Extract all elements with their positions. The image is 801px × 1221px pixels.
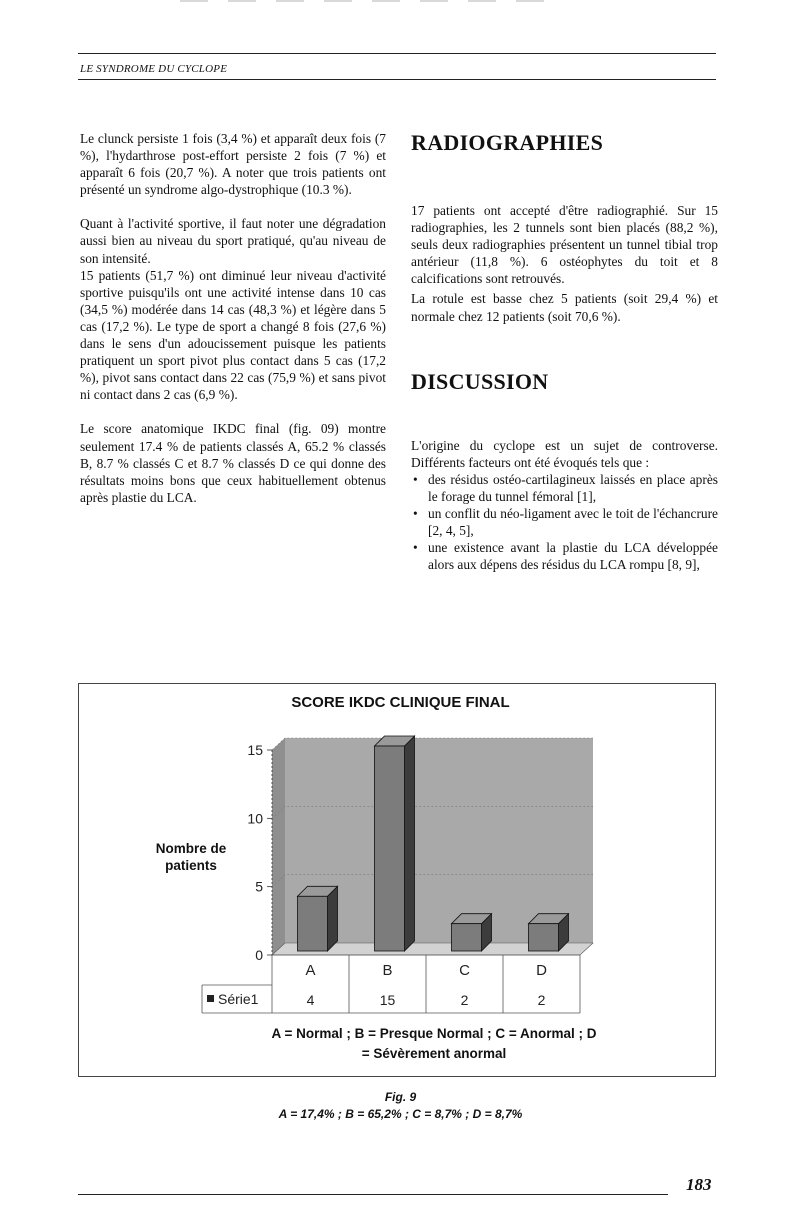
paragraph-rotule: La rotule est basse chez 5 patients (soit 29,4 %) et normale chez 12 patients (soit 70,6 %). — [411, 291, 718, 324]
bar — [452, 924, 482, 951]
paragraph-ikdc-score: Le score anatomique IKDC final (fig. 09) montre seulement 17.4 % de patients classés A, 65.2 % classés B, 8.7 % classés C et 8.7 % classés D ce qui donne des résultats moins bons que ceux habituellement obtenus après plastie du LCA. — [80, 421, 386, 505]
header-rule-bottom — [78, 79, 716, 80]
radiographies-heading: RADIOGRAPHIES — [411, 130, 604, 155]
discussion-heading: DISCUSSION — [411, 368, 549, 394]
top-decoration — [180, 0, 600, 4]
x-tick-label: A — [305, 962, 316, 979]
right-column — [411, 130, 718, 573]
discussion-list — [411, 471, 718, 574]
bar — [529, 924, 559, 951]
y-tick-label: 0 — [255, 947, 263, 963]
x-tick-label: C — [459, 962, 470, 979]
bar — [298, 896, 328, 951]
left-column — [80, 130, 386, 506]
x-tick-label: D — [536, 962, 547, 979]
y-tick-label: 15 — [247, 742, 263, 758]
x-tick-label: B — [382, 962, 393, 979]
figure-values-caption: A = 17,4% ; B = 65,2% ; C = 8,7% ; D = 8,7% — [278, 1107, 523, 1121]
legend-swatch — [207, 995, 214, 1002]
paragraph-radiographies: 17 patients ont accepté d'être radiographié. Sur 15 radiographies, les 2 tunnels sont bien placés (88,2 %), seuls deux radiographies présentent un tunnel tibial trop antérieur (11,8 %). 6 ostéophytes du toit et 8 calcifications sont retrouvés. — [411, 203, 718, 287]
paragraph-complications: Le clunck persiste 1 fois (3,4 %) et apparaît deux fois (7 %), l'hydarthrose post-effort persiste 2 fois (7 %) et apparaît 6 fois (20,7 %). A noter que trois patients ont présenté un syndrome algo-dystrophique (10.3 %). — [80, 131, 386, 198]
y-axis-title: Nombre de patients — [155, 841, 227, 873]
data-label: 2 — [537, 992, 546, 1008]
footer-rule — [78, 1194, 668, 1195]
bar-side — [328, 886, 338, 951]
bar-side — [405, 736, 415, 951]
bar-chart — [190, 735, 610, 1025]
paragraph-discussion-intro: L'origine du cyclope est un sujet de controverse. Différents facteurs ont été évoqués tels que : — [411, 437, 718, 470]
y-tick-label: 5 — [255, 878, 263, 895]
header-rule-top — [78, 53, 716, 54]
paragraph-sport-details: 15 patients (51,7 %) ont diminué leur niveau d'activité sportive puisqu'ils ont une activité intense dans 10 cas (34,5 %) modérée dans 14 cas (48,3 %) et légère dans 5 cas (17,2 %). Le type de sport a changé 8 fois (27,6 %) dans le sens d'un adoucissement puisque les patients pratiquent un sport pivot plus contact dans 5 cas (17,2 %), pivot sans contact dans 22 cas (75,9 %) et sans pivot ni contact dans 2 cas (6,9 %). — [80, 267, 386, 403]
list-item: • des résidus ostéo-cartilagineux laissés en place après le forage du tunnel fémoral [1], — [411, 471, 718, 505]
bar — [375, 746, 405, 951]
chart-title: SCORE IKDC CLINIQUE FINAL — [291, 694, 510, 711]
chart-side-wall — [272, 738, 285, 955]
data-label: 4 — [306, 992, 315, 1008]
figure-label: Fig. 9 — [384, 1090, 417, 1104]
data-label: 2 — [460, 992, 469, 1008]
list-item: • un conflit du néo-ligament avec le toit de l'échancrure [2, 4, 5], — [411, 505, 718, 539]
category-legend-note: A = Normal ; B = Presque Normal ; C = Anormal ; D = Sévèrement anormal — [271, 1026, 597, 1061]
legend-series-name: Série1 — [218, 991, 259, 1007]
data-label: 15 — [379, 992, 396, 1008]
page-number: 183 — [686, 1175, 712, 1194]
paragraph-sport-intro: Quant à l'activité sportive, il faut noter une dégradation aussi bien au niveau du sport pratiqué, qu'au niveau de son intensité. — [80, 216, 386, 266]
y-tick-label: 10 — [247, 810, 263, 827]
running-title: LE SYNDROME DU CYCLOPE — [80, 63, 228, 75]
list-item: • une existence avant la plastie du LCA développée alors aux dépens des résidus du LCA rompu [8, 9], — [411, 539, 718, 573]
